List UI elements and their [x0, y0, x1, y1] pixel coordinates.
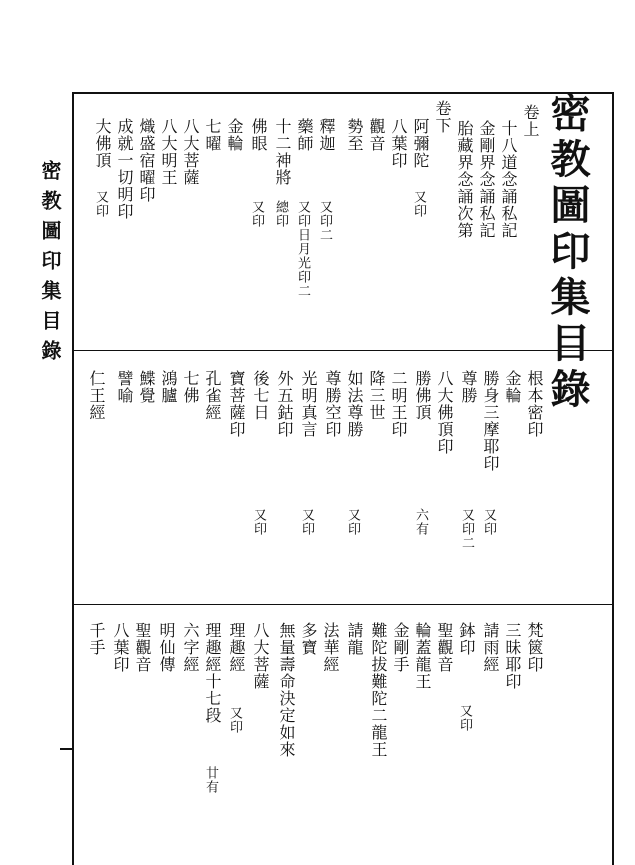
entry: 佛眼	[249, 118, 268, 152]
entry: 十八道念誦私記	[499, 120, 518, 239]
entry: 七曜	[203, 118, 222, 152]
entry: 千手	[87, 622, 106, 656]
juan-xia-label: 卷下	[433, 100, 452, 134]
entry: 二明王印	[389, 370, 408, 438]
entry-note: 又印	[481, 508, 496, 536]
entry-note: 又印二	[317, 200, 332, 242]
entry: 寶菩薩印	[227, 370, 246, 438]
entry: 勝身三摩耶印	[481, 370, 500, 472]
entry-note: 廿有	[203, 766, 218, 794]
entry: 孔雀經	[203, 370, 222, 421]
juan-shang-label: 卷上	[521, 104, 540, 138]
main-title: 密教圖印集目錄	[544, 92, 591, 414]
entry: 請龍	[345, 622, 364, 656]
entry: 如法尊勝	[345, 370, 364, 438]
entry: 理趣經十七段	[203, 622, 222, 724]
entry: 難陀拔難陀二龍王	[369, 622, 388, 758]
entry: 輪蓋龍王	[413, 622, 432, 690]
entry: 金剛手	[391, 622, 410, 673]
entry: 八葉印	[389, 118, 408, 169]
entry: 仁王經	[87, 370, 106, 421]
section-divider-1	[72, 350, 612, 351]
entry: 阿彌陀	[411, 118, 430, 169]
entry-note: 又印	[345, 508, 360, 536]
page-marker-line	[60, 748, 72, 750]
entry: 尊勝	[459, 370, 478, 404]
entry: 後七日	[251, 370, 270, 421]
entry: 金剛界念誦私記	[477, 120, 496, 239]
entry: 八大明王	[159, 118, 178, 186]
entry: 八葉印	[111, 622, 130, 673]
entry: 三昧耶印	[503, 622, 522, 690]
entry-note: 又印	[251, 508, 266, 536]
entry: 八大佛頂印	[435, 370, 454, 455]
entry: 外五鈷印	[275, 370, 294, 438]
entry: 勢至	[345, 118, 364, 152]
entry: 八大菩薩	[181, 118, 200, 186]
entry: 釋迦	[317, 118, 336, 152]
page-frame	[72, 92, 614, 865]
entry-note: 又印日月光印二	[295, 200, 310, 298]
entry-note: 六有	[413, 508, 428, 536]
entry-note: 又印二	[459, 508, 474, 550]
entry: 熾盛宿曜印	[137, 118, 156, 203]
entry: 請雨經	[481, 622, 500, 673]
entry: 觀音	[367, 118, 386, 152]
entry-note: 又印	[457, 704, 472, 732]
entry-note: 又印	[299, 508, 314, 536]
entry: 十二神將	[273, 118, 292, 186]
entry: 成就一切明印	[115, 118, 134, 220]
entry: 降三世	[367, 370, 386, 421]
entry: 大佛頂	[93, 118, 112, 169]
entry: 理趣經	[227, 622, 246, 673]
entry: 藥師	[295, 118, 314, 152]
entry: 胎藏界念誦次第	[455, 120, 474, 239]
entry-note: 又印	[411, 190, 426, 218]
entry: 光明真言	[299, 370, 318, 438]
side-title: 密教圖印集目錄	[38, 160, 62, 370]
entry: 六字經	[181, 622, 200, 673]
section-divider-2	[72, 604, 612, 605]
entry: 根本密印	[525, 370, 544, 438]
entry: 鴻臚	[159, 370, 178, 404]
entry: 明仙傳	[157, 622, 176, 673]
entry: 金輪	[503, 370, 522, 404]
entry: 八大菩薩	[251, 622, 270, 690]
entry: 尊勝空印	[323, 370, 342, 438]
entry: 勝佛頂	[413, 370, 432, 421]
entry: 七佛	[181, 370, 200, 404]
entry: 多寶	[299, 622, 318, 656]
entry: 梵篋印	[525, 622, 544, 673]
entry: 鰈覺	[137, 370, 156, 404]
entry: 聖觀音	[435, 622, 454, 673]
entry: 金輪	[225, 118, 244, 152]
entry-note: 又印	[227, 706, 242, 734]
entry-note: 總印	[273, 200, 288, 228]
entry: 鉢印	[457, 622, 476, 656]
entry-note: 又印	[249, 200, 264, 228]
entry: 譬喻	[115, 370, 134, 404]
entry: 無量壽命決定如來	[277, 622, 296, 758]
entry: 聖觀音	[133, 622, 152, 673]
entry: 法華經	[321, 622, 340, 673]
entry-note: 又印	[93, 190, 108, 218]
